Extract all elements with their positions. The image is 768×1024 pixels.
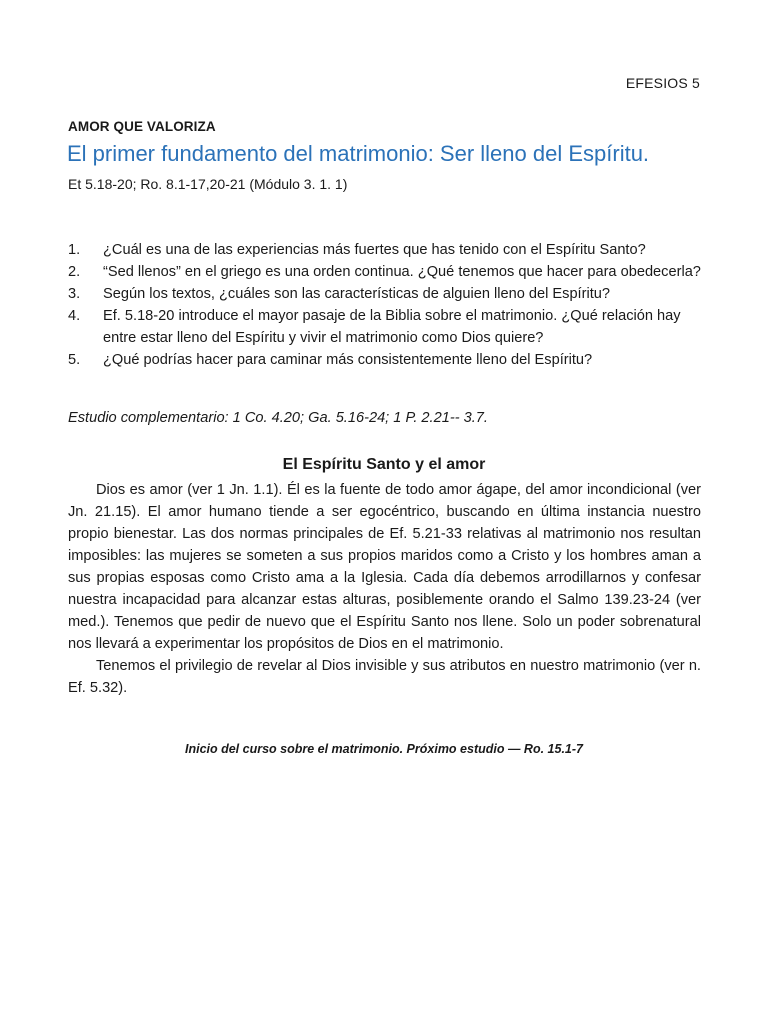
study-kicker: AMOR QUE VALORIZA	[68, 119, 216, 134]
question-item	[68, 261, 708, 283]
body-paragraph: Dios es amor (ver 1 Jn. 1.1). Él es la fuente de todo amor ágape, del amor incondicional (ver Jn. 21.15). El amor humano tiende a ser egocéntrico, buscando en última instancia nuestro propio bienestar. Las dos normas principales de Ef. 5.21-33 relativas al matrimonio nos resultan imposibles: las mujeres se someten a sus propios maridos como a Cristo y los hombres aman a sus propias esposas como Cristo ama a la Iglesia. Cada día debemos arrodillarnos y confesar nuestra incapacidad para alcanzar estas alturas, posiblemente orando el Salmo 139.23-24 (ver med.). Tenemos que pedir de nuevo que el Espíritu Santo nos llene. Solo un poder sobrenatural nos llevará a experimentar los propósitos de Dios en el matrimonio.	[68, 482, 701, 652]
next-study-note: Inicio del curso sobre el matrimonio. Próximo estudio — Ro. 15.1-7	[184, 742, 583, 756]
question-number: 3.	[68, 286, 81, 302]
study-references: Et 5.18-20; Ro. 8.1-17,20-21 (Módulo 3. 1. 1)	[68, 176, 348, 192]
question-number: 4.	[68, 308, 81, 324]
question-item	[68, 239, 708, 261]
chapter-header: EFESIOS 5	[625, 75, 700, 91]
section-heading: El Espíritu Santo y el amor	[282, 456, 486, 473]
question-text: ¿Cuál es una de las experiencias más fuertes que has tenido con el Espíritu Santo?	[103, 242, 646, 258]
question-number: 2.	[68, 264, 81, 280]
body-paragraph: Tenemos el privilegio de revelar al Dios invisible y sus atributos en nuestro matrimonio (ver n. Ef. 5.32).	[68, 658, 701, 696]
question-number: 1.	[68, 242, 81, 258]
question-text: “Sed llenos” en el griego es una orden continua. ¿Qué tenemos que hacer para obedecerla?	[103, 264, 701, 280]
question-number: 5.	[68, 352, 81, 368]
question-item	[68, 283, 708, 305]
question-text: Según los textos, ¿cuáles son las características de alguien lleno del Espíritu?	[103, 286, 611, 302]
section-body	[68, 479, 701, 699]
question-text: ¿Qué podrías hacer para caminar más consistentemente lleno del Espíritu?	[103, 352, 593, 368]
complementary-study: Estudio complementario: 1 Co. 4.20; Ga. 5.16-24; 1 P. 2.21-- 3.7.	[68, 410, 488, 426]
question-text: Ef. 5.18-20 introduce el mayor pasaje de la Biblia sobre el matrimonio. ¿Qué relación hay entre estar lleno del Espíritu y vivir el matrimonio como Dios quiere?	[103, 308, 681, 346]
question-item	[68, 349, 708, 371]
question-item	[68, 305, 708, 349]
question-list	[68, 239, 708, 371]
study-title: El primer fundamento del matrimonio: Ser lleno del Espíritu.	[67, 141, 650, 166]
